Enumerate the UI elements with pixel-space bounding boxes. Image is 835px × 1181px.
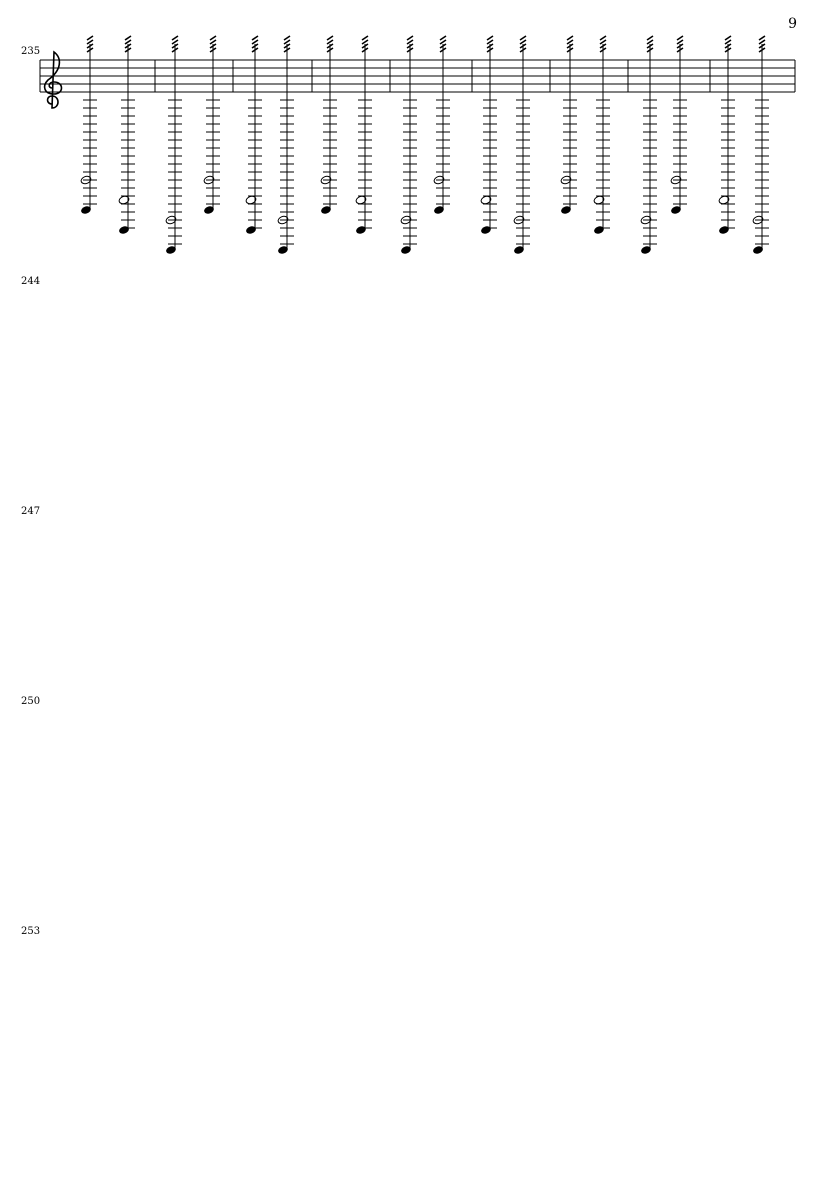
tremolo-mark: [759, 40, 765, 44]
tremolo-mark: [284, 40, 290, 44]
tremolo-mark: [647, 36, 653, 40]
tremolo-mark: [87, 40, 93, 44]
tremolo-mark: [327, 36, 333, 40]
staff-system-4: [0, 690, 835, 900]
measure-number: 244: [21, 276, 41, 287]
tremolo-mark: [677, 40, 683, 44]
tremolo-mark: [362, 40, 368, 44]
tremolo-mark: [210, 40, 216, 44]
tremolo-mark: [327, 40, 333, 44]
tremolo-mark: [725, 40, 731, 44]
system-4: [0, 690, 835, 900]
system-1: [0, 40, 835, 280]
tremolo-mark: [600, 40, 606, 44]
tremolo-mark: [407, 40, 413, 44]
system-3: [0, 500, 835, 680]
tremolo-mark: [407, 36, 413, 40]
tremolo-mark: [647, 40, 653, 44]
tremolo-mark: [125, 40, 131, 44]
tremolo-mark: [125, 36, 131, 40]
tremolo-mark: [759, 36, 765, 40]
tremolo-mark: [520, 40, 526, 44]
staff-system-3: [0, 500, 835, 680]
staff-system-1: [0, 40, 835, 280]
tremolo-mark: [284, 36, 290, 40]
tremolo-mark: [567, 40, 573, 44]
measure-number: 250: [21, 696, 41, 707]
tremolo-mark: [487, 36, 493, 40]
measure-number: 253: [21, 926, 41, 937]
tremolo-mark: [487, 40, 493, 44]
staff-system-2: [0, 270, 835, 470]
tremolo-mark: [440, 40, 446, 44]
staff-system-5: [0, 920, 835, 1181]
tremolo-mark: [172, 36, 178, 40]
tremolo-mark: [567, 36, 573, 40]
measure-number: 235: [21, 46, 41, 57]
tremolo-mark: [87, 36, 93, 40]
tremolo-mark: [677, 36, 683, 40]
tremolo-mark: [252, 36, 258, 40]
tremolo-mark: [600, 36, 606, 40]
tremolo-mark: [520, 36, 526, 40]
tremolo-mark: [172, 40, 178, 44]
system-5: [0, 920, 835, 1181]
tremolo-mark: [252, 40, 258, 44]
page-number: 9: [788, 16, 797, 32]
tremolo-mark: [440, 36, 446, 40]
tremolo-mark: [725, 36, 731, 40]
tremolo-mark: [210, 36, 216, 40]
system-2: [0, 270, 835, 470]
tremolo-mark: [362, 36, 368, 40]
measure-number: 247: [21, 506, 41, 517]
